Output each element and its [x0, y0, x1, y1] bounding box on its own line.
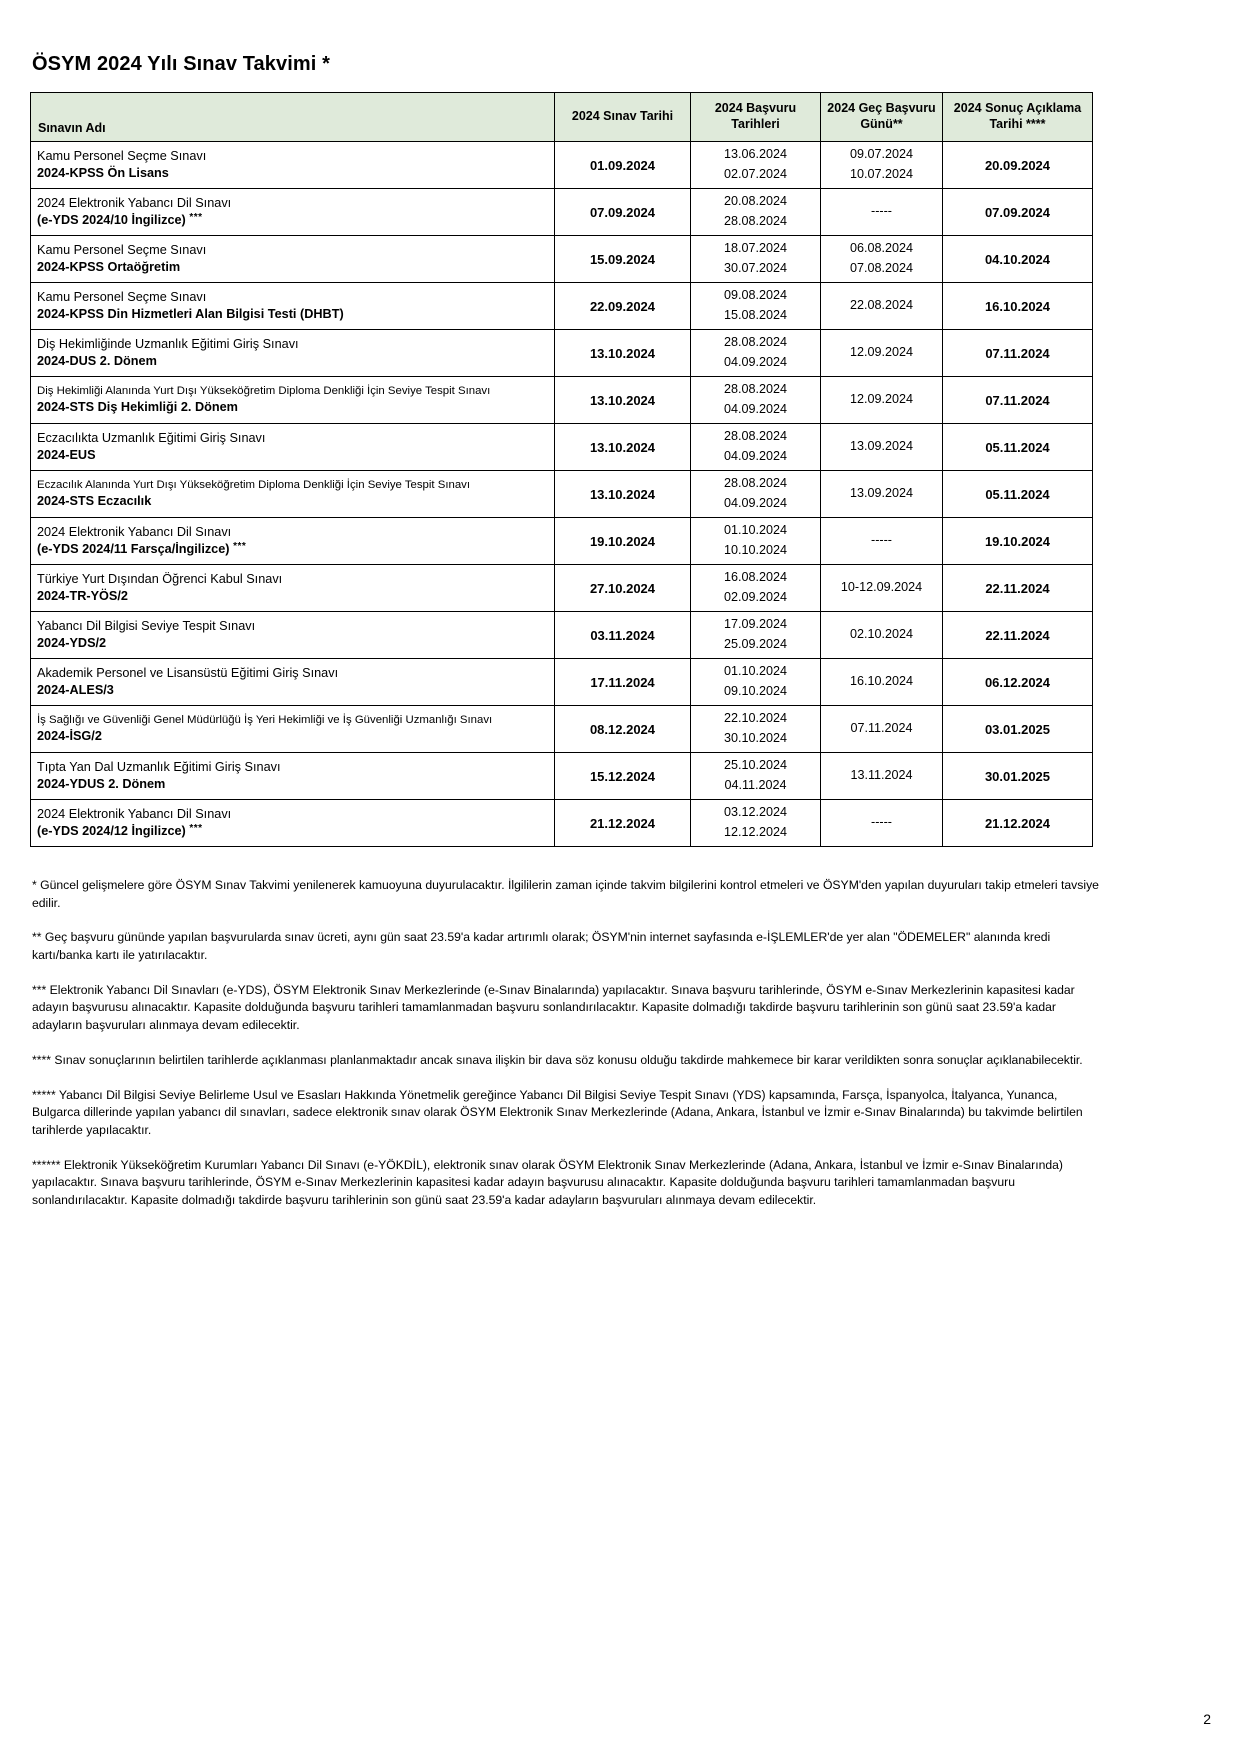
application-start-date: 28.08.2024 — [723, 382, 788, 397]
exam-code-label: (e-YDS 2024/12 İngilizce) — [37, 823, 186, 838]
table-row — [31, 518, 1093, 565]
exam-code-label: 2024-STS Diş Hekimliği 2. Dönem — [37, 399, 238, 414]
result-date-cell: 16.10.2024 — [943, 283, 1093, 330]
result-date-cell: 20.09.2024 — [943, 142, 1093, 189]
exam-code-label: 2024-EUS — [37, 447, 96, 462]
exam-full-name: Diş Hekimliği Alanında Yurt Dışı Yükseköğretim Diploma Denkliği İçin Seviye Tespit Sınavı — [37, 385, 491, 398]
late-application-start: 13.09.2024 — [849, 486, 914, 501]
exam-name-cell — [31, 330, 555, 377]
late-application-cell — [821, 236, 943, 283]
result-date-cell: 06.12.2024 — [943, 659, 1093, 706]
exam-code-label: (e-YDS 2024/10 İngilizce) — [37, 212, 186, 227]
application-dates-cell — [691, 659, 821, 706]
exam-name-cell — [31, 800, 555, 847]
late-application-end: 07.08.2024 — [849, 261, 914, 275]
late-application-cell — [821, 471, 943, 518]
exam-name-cell — [31, 236, 555, 283]
exam-date-cell: 21.12.2024 — [555, 800, 691, 847]
exam-date-cell: 13.10.2024 — [555, 377, 691, 424]
exam-code — [37, 399, 548, 415]
exam-code-label: 2024-ALES/3 — [37, 682, 114, 697]
exam-date-cell: 08.12.2024 — [555, 706, 691, 753]
late-application-cell — [821, 142, 943, 189]
late-application-cell — [821, 424, 943, 471]
exam-name-cell — [31, 283, 555, 330]
late-application-start: 13.09.2024 — [849, 439, 914, 454]
late-application-start: 13.11.2024 — [850, 768, 913, 783]
exam-name-cell — [31, 659, 555, 706]
table-row — [31, 377, 1093, 424]
exam-calendar-table — [30, 92, 1093, 847]
exam-name-cell — [31, 706, 555, 753]
late-application-start: ----- — [871, 204, 892, 219]
application-start-date: 13.06.2024 — [723, 147, 788, 162]
application-dates-cell — [691, 142, 821, 189]
column-header-late-application-day: 2024 Geç Başvuru Günü** — [821, 93, 943, 142]
application-end-date: 10.10.2024 — [723, 543, 788, 557]
footnotes — [32, 877, 1107, 1210]
late-application-start: ----- — [871, 533, 892, 548]
table-body — [31, 142, 1093, 847]
exam-code-label: 2024-YDS/2 — [37, 635, 107, 650]
exam-date-cell: 07.09.2024 — [555, 189, 691, 236]
exam-date-cell: 01.09.2024 — [555, 142, 691, 189]
column-header-exam-date: 2024 Sınav Tarihi — [555, 93, 691, 142]
late-application-start: 06.08.2024 — [849, 241, 914, 256]
exam-code-label: 2024-STS Eczacılık — [37, 493, 152, 508]
result-date-cell: 03.01.2025 — [943, 706, 1093, 753]
footnote-marker: *** — [189, 211, 203, 223]
exam-date-cell: 19.10.2024 — [555, 518, 691, 565]
exam-name-cell — [31, 565, 555, 612]
application-dates-cell — [691, 612, 821, 659]
exam-full-name: 2024 Elektronik Yabancı Dil Sınavı — [37, 807, 232, 822]
exam-full-name: Eczacılık Alanında Yurt Dışı Yükseköğretim Diploma Denkliği İçin Seviye Tespit Sınavı — [37, 479, 471, 492]
application-end-date: 02.09.2024 — [723, 590, 788, 604]
application-end-date: 30.10.2024 — [723, 731, 788, 745]
exam-date-cell: 27.10.2024 — [555, 565, 691, 612]
exam-date-cell: 22.09.2024 — [555, 283, 691, 330]
footnote-3: *** Elektronik Yabancı Dil Sınavları (e-YDS), ÖSYM Elektronik Sınav Merkezlerinde (e-Sınav Binalarında) yapılacaktır. Sınava başvuru tarihlerinde, ÖSYM e-Sınav Merkezlerinin kapasitesi kadar adayın başvurusu alınacaktır. Kapasite dolduğunda başvuru tarihleri tamamlanmadan başvuru sonlandırılacaktır. Kapasite dolmadığı takdirde başvuru tarihlerinin son günü saat 23.59'a kadar adayların başvuruları alınmaya devam edilecektir. — [32, 982, 1075, 1033]
exam-name-cell — [31, 753, 555, 800]
late-application-start: 22.08.2024 — [849, 298, 914, 313]
exam-full-name: Tıpta Yan Dal Uzmanlık Eğitimi Giriş Sınavı — [37, 760, 281, 775]
table-row — [31, 565, 1093, 612]
footnote-1: * Güncel gelişmelere göre ÖSYM Sınav Takvimi yenilenerek kamuoyuna duyurulacaktır. İlgililerin zaman içinde takvim bilgilerini kontrol etmeleri ve ÖSYM'den yapılan duyuruları takip etmeleri tavsiye edilir. — [32, 878, 1099, 910]
exam-date-cell: 15.12.2024 — [555, 753, 691, 800]
application-end-date: 25.09.2024 — [723, 637, 788, 651]
exam-date-cell: 13.10.2024 — [555, 330, 691, 377]
application-start-date: 16.08.2024 — [723, 570, 788, 585]
late-application-cell — [821, 706, 943, 753]
application-start-date: 03.12.2024 — [723, 805, 788, 820]
late-application-cell — [821, 659, 943, 706]
late-application-start: 10-12.09.2024 — [840, 580, 923, 595]
exam-name-cell — [31, 612, 555, 659]
application-start-date: 01.10.2024 — [723, 664, 788, 679]
result-date-cell: 22.11.2024 — [943, 612, 1093, 659]
footnote-4: **** Sınav sonuçlarının belirtilen tarihlerde açıklanması planlanmaktadır ancak sınava ilişkin bir dava söz konusu olduğu takdirde mahkemece bir karar verildikten sonra sonuçlar açıklanabilecektir. — [32, 1052, 1083, 1067]
application-end-date: 30.07.2024 — [723, 261, 788, 275]
application-dates-cell — [691, 471, 821, 518]
exam-full-name: 2024 Elektronik Yabancı Dil Sınavı — [37, 196, 232, 211]
application-end-date: 09.10.2024 — [723, 684, 788, 698]
exam-code-label: 2024-TR-YÖS/2 — [37, 588, 128, 603]
table-row — [31, 659, 1093, 706]
exam-date-cell: 13.10.2024 — [555, 471, 691, 518]
application-end-date: 12.12.2024 — [723, 825, 788, 839]
exam-name-cell — [31, 377, 555, 424]
result-date-cell: 05.11.2024 — [943, 424, 1093, 471]
column-header-application-dates: 2024 Başvuru Tarihleri — [691, 93, 821, 142]
table-row — [31, 283, 1093, 330]
application-start-date: 28.08.2024 — [723, 429, 788, 444]
late-application-cell — [821, 518, 943, 565]
application-end-date: 15.08.2024 — [723, 308, 788, 322]
late-application-cell — [821, 189, 943, 236]
table-row — [31, 236, 1093, 283]
application-dates-cell — [691, 330, 821, 377]
exam-code — [37, 635, 548, 651]
exam-name-cell — [31, 424, 555, 471]
application-dates-cell — [691, 283, 821, 330]
exam-code — [37, 306, 548, 322]
exam-full-name: Türkiye Yurt Dışından Öğrenci Kabul Sınavı — [37, 572, 283, 587]
exam-full-name: Eczacılıkta Uzmanlık Eğitimi Giriş Sınavı — [37, 431, 266, 446]
result-date-cell: 04.10.2024 — [943, 236, 1093, 283]
application-end-date: 04.09.2024 — [723, 402, 788, 416]
table-row — [31, 612, 1093, 659]
exam-code-label: (e-YDS 2024/11 Farsça/İngilizce) — [37, 541, 230, 556]
application-start-date: 17.09.2024 — [723, 617, 788, 632]
exam-full-name: İş Sağlığı ve Güvenliği Genel Müdürlüğü İş Yeri Hekimliği ve İş Güvenliği Uzmanlığı Sınavı — [37, 714, 493, 727]
result-date-cell: 07.11.2024 — [943, 377, 1093, 424]
application-dates-cell — [691, 706, 821, 753]
footnote-marker: *** — [189, 822, 203, 834]
application-dates-cell — [691, 424, 821, 471]
late-application-start: 16.10.2024 — [849, 674, 914, 689]
exam-code — [37, 447, 548, 463]
footnote-2: ** Geç başvuru gününde yapılan başvurularda sınav ücreti, aynı gün saat 23.59'a kadar artırımlı olarak; ÖSYM'nin internet sayfasında e-İŞLEMLER'de yer alan "ÖDEMELER" alanında kredi kartı/banka kartı ile yatırılacaktır. — [32, 930, 1051, 963]
application-end-date: 04.09.2024 — [723, 449, 788, 463]
exam-name-cell — [31, 189, 555, 236]
exam-code — [37, 165, 548, 181]
table-row — [31, 800, 1093, 847]
late-application-end: 10.07.2024 — [849, 167, 914, 181]
application-start-date: 28.08.2024 — [723, 476, 788, 491]
result-date-cell: 07.11.2024 — [943, 330, 1093, 377]
exam-name-cell — [31, 518, 555, 565]
late-application-cell — [821, 612, 943, 659]
exam-code — [37, 776, 548, 792]
exam-name-cell — [31, 471, 555, 518]
exam-full-name: Akademik Personel ve Lisansüstü Eğitimi Giriş Sınavı — [37, 666, 339, 681]
footnote-marker: *** — [233, 540, 247, 552]
application-start-date: 09.08.2024 — [723, 288, 788, 303]
exam-code-label: 2024-YDUS 2. Dönem — [37, 776, 166, 791]
result-date-cell: 19.10.2024 — [943, 518, 1093, 565]
exam-full-name: Diş Hekimliğinde Uzmanlık Eğitimi Giriş Sınavı — [37, 337, 299, 352]
exam-name-cell — [31, 142, 555, 189]
page-number: 2 — [1203, 1711, 1211, 1727]
table-row — [31, 330, 1093, 377]
application-dates-cell — [691, 800, 821, 847]
application-end-date: 28.08.2024 — [723, 214, 788, 228]
late-application-start: 12.09.2024 — [849, 345, 914, 360]
exam-date-cell: 13.10.2024 — [555, 424, 691, 471]
result-date-cell: 22.11.2024 — [943, 565, 1093, 612]
late-application-start: 07.11.2024 — [850, 721, 913, 736]
application-end-date: 02.07.2024 — [723, 167, 788, 181]
late-application-cell — [821, 753, 943, 800]
exam-code — [37, 353, 548, 369]
application-dates-cell — [691, 377, 821, 424]
exam-code — [37, 728, 548, 744]
table-row — [31, 753, 1093, 800]
application-end-date: 04.09.2024 — [723, 496, 788, 510]
exam-code-label: 2024-KPSS Ön Lisans — [37, 165, 169, 180]
table-row — [31, 189, 1093, 236]
exam-date-cell: 17.11.2024 — [555, 659, 691, 706]
application-dates-cell — [691, 565, 821, 612]
exam-full-name: Kamu Personel Seçme Sınavı — [37, 149, 207, 164]
late-application-start: 12.09.2024 — [849, 392, 914, 407]
exam-code — [37, 493, 548, 509]
application-start-date: 28.08.2024 — [723, 335, 788, 350]
late-application-cell — [821, 377, 943, 424]
exam-full-name: Kamu Personel Seçme Sınavı — [37, 243, 207, 258]
application-dates-cell — [691, 753, 821, 800]
exam-code-label: 2024-İSG/2 — [37, 728, 102, 743]
table-header — [31, 93, 1093, 142]
application-start-date: 25.10.2024 — [723, 758, 788, 773]
exam-date-cell: 15.09.2024 — [555, 236, 691, 283]
exam-code — [37, 823, 548, 839]
header-row — [31, 93, 1093, 142]
result-date-cell: 30.01.2025 — [943, 753, 1093, 800]
footnote-6: ****** Elektronik Yükseköğretim Kurumları Yabancı Dil Sınavı (e-YÖKDİL), elektronik sınav olarak ÖSYM Elektronik Sınav Merkezlerinde (Adana, Ankara, İstanbul ve İzmir e-Sınav Binalarında) yapılacaktır. Sınava başvuru tarihlerinde, ÖSYM e-Sınav Merkezlerinin kapasitesi kadar adayın başvurusu alınacaktır. Kapasite dolduğunda başvuru tarihleri tamamlanmadan başvuru sonlandırılacaktır. Kapasite dolmadığı takdirde başvuru tarihlerinin son günü saat 23.59'a kadar adayların başvuruları alınmaya devam edilecektir. — [32, 1157, 1063, 1207]
application-dates-cell — [691, 518, 821, 565]
footnote-5: ***** Yabancı Dil Bilgisi Seviye Belirleme Usul ve Esasları Hakkında Yönetmelik gereğince Yabancı Dil Bilgisi Seviye Tespit Sınavı (YDS) kapsamında, Farsça, İspanyolca, İtalyanca, Yunanca, Bulgarca dillerinde yapılan yabancı dil sınavları, sadece elektronik sınav olarak ÖSYM Elektronik Sınav Merkezlerinde (Adana, Ankara, İstanbul ve İzmir e-Sınav Binalarında) bu takvimde belirtilen tarihlerde yapılacaktır. — [32, 1087, 1083, 1137]
exam-code-label: 2024-KPSS Din Hizmetleri Alan Bilgisi Testi (DHBT) — [37, 306, 344, 321]
column-header-name: Sınavın Adı — [31, 93, 555, 142]
table-row — [31, 706, 1093, 753]
page-title: ÖSYM 2024 Yılı Sınav Takvimi * — [32, 53, 330, 75]
late-application-cell — [821, 565, 943, 612]
late-application-cell — [821, 800, 943, 847]
application-start-date: 22.10.2024 — [723, 711, 788, 726]
exam-code — [37, 212, 548, 228]
late-application-start: ----- — [871, 815, 892, 830]
exam-date-cell: 03.11.2024 — [555, 612, 691, 659]
application-end-date: 04.09.2024 — [723, 355, 788, 369]
table-row — [31, 142, 1093, 189]
exam-code-label: 2024-DUS 2. Dönem — [37, 353, 157, 368]
exam-full-name: 2024 Elektronik Yabancı Dil Sınavı — [37, 525, 232, 540]
exam-code-label: 2024-KPSS Ortaöğretim — [37, 259, 181, 274]
application-dates-cell — [691, 189, 821, 236]
late-application-start: 09.07.2024 — [849, 147, 914, 162]
application-end-date: 04.11.2024 — [724, 778, 787, 792]
late-application-cell — [821, 283, 943, 330]
column-header-result-date: 2024 Sonuç Açıklama Tarihi **** — [943, 93, 1093, 142]
exam-full-name: Kamu Personel Seçme Sınavı — [37, 290, 207, 305]
late-application-start: 02.10.2024 — [849, 627, 914, 642]
application-start-date: 20.08.2024 — [723, 194, 788, 209]
exam-code — [37, 259, 548, 275]
application-start-date: 01.10.2024 — [723, 523, 788, 538]
result-date-cell: 05.11.2024 — [943, 471, 1093, 518]
exam-code — [37, 682, 548, 698]
exam-code — [37, 541, 548, 557]
exam-full-name: Yabancı Dil Bilgisi Seviye Tespit Sınavı — [37, 619, 256, 634]
late-application-cell — [821, 330, 943, 377]
table-row — [31, 471, 1093, 518]
result-date-cell: 21.12.2024 — [943, 800, 1093, 847]
result-date-cell: 07.09.2024 — [943, 189, 1093, 236]
application-dates-cell — [691, 236, 821, 283]
table-row — [31, 424, 1093, 471]
application-start-date: 18.07.2024 — [723, 241, 788, 256]
exam-code — [37, 588, 548, 604]
